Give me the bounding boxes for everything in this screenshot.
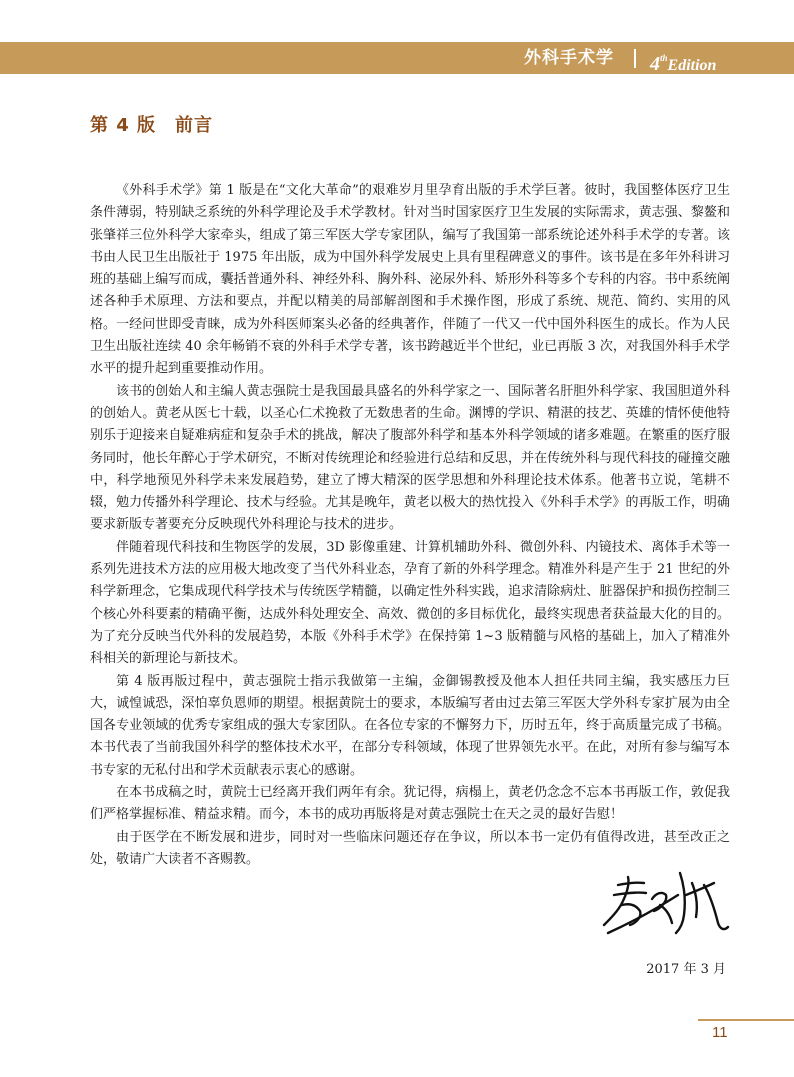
paragraph: 该书的创始人和主编人黄志强院士是我国最具盛名的外科学家之一、国际著名肝胆外科学家、我国胆道外科的创始人。黄老从医七十载，以圣心仁术挽救了无数患者的生命。渊博的学识、精湛的技艺、英雄的情怀使他特别乐于迎接来自疑难病症和复杂手术的挑战，解决了腹部外科学和基本外科学领域的诸多难题。在繁重的医疗服务同时，他长年醉心于学术研究，不断对传统理论和经验进行总结和反思，并在传统外科与现代科技的碰撞交融中，科学地预见外科学未来发展趋势，建立了博大精深的医学思想和外科理论技术体系。他著书立说，笔耕不辍，勉力传播外科学理论、技术与经验。尤其是晚年，黄老以极大的热忱投入《外科手术学》的再版工作，明确要求新版专著要充分反映现代外科理论与技术的进步。	[90, 383, 730, 533]
book-title: 外科手术学	[524, 48, 614, 68]
paragraph: 伴随着现代科技和生物医学的发展，3D 影像重建、计算机辅助外科、微创外科、内镜技术、离体手术等一系列先进技术方法的应用极大地改变了当代外科业态，孕育了新的外科学理念。精准外科是产生于 21 世纪的外科学新理念，它集成现代科学技术与传统医学精髓，以确定性外科实践，追求清除病灶、脏器保护和损伤控制三个核心外科要素的精确平衡，达成外科处理安全、高效、微创的多目标优化，最终实现患者获益最大化的目的。为了充分反映当代外科的发展趋势，本版《外科手术学》在保持第 1~3 版精髓与风格的基础上，加入了精准外科相关的新理论与新技术。	[90, 539, 730, 667]
handwritten-signature	[600, 865, 730, 940]
footer-rule	[698, 1019, 794, 1021]
edition-number: 4	[650, 53, 660, 75]
paragraph: 由于医学在不断发展和进步，同时对一些临床问题还存在争议，所以本书一定仍有值得改进，甚至改正之处，敬请广大读者不吝赐教。	[90, 829, 730, 867]
signature-date: 2017 年 3 月	[646, 962, 726, 977]
edition-word: Edition	[667, 57, 717, 74]
paragraph: 第 4 版再版过程中，黄志强院士指示我做第一主编，金御锡教授及他本人担任共同主编，我实感压力巨大，诚惶诚恐，深怕辜负恩师的期望。根据黄院士的要求，本版编写者由过去第三军医大学外科专家扩展为由全国各专业领域的优秀专家组成的强大专家团队。在各位专家的不懈努力下，历时五年，终于高质量完成了书稿。本书代表了当前我国外科学的整体技术水平，在部分专科领域，体现了世界领先水平。在此，对所有参与编写本书专家的无私付出和学术贡献表示衷心的感谢。	[90, 673, 730, 778]
edition-label	[650, 42, 716, 74]
header-separator	[634, 49, 636, 68]
page-number: 11	[712, 1024, 728, 1041]
header-band	[0, 42, 794, 74]
page-title: 第 4 版 前言	[90, 115, 214, 136]
edition-suffix: th	[660, 53, 668, 63]
paragraph: 在本书成稿之时，黄院士已经离开我们两年有余。犹记得，病榻上，黄老仍念念不忘本书再版工作，敦促我们严格掌握标准、精益求精。而今，本书的成功再版将是对黄志强院士在天之灵的最好告慰！	[90, 785, 730, 823]
paragraph: 《外科手术学》第 1 版是在“文化大革命”的艰难岁月里孕育出版的手术学巨著。彼时，我国整体医疗卫生条件薄弱，特别缺乏系统的外科学理论及手术学教材。针对当时国家医疗卫生发展的实际需求，黄志强、黎鳌和张肇祥三位外科学大家牵头，组成了第三军医大学专家团队，编写了我国第一部系统论述外科手术学的专著。该书由人民卫生出版社于 1975 年出版，成为中国外科学发展史上具有里程碑意义的事件。该书是在多年外科讲习班的基础上编写而成，囊括普通外科、神经外科、胸外科、泌尿外科、矫形外科等多个专科的内容。书中系统阐述各种手术原理、方法和要点，并配以精美的局部解剖图和手术操作图，形成了系统、规范、简约、实用的风格。一经问世即受青睐，成为外科医师案头必备的经典著作，伴随了一代又一代中国外科医生的成长。作为人民卫生出版社连续 40 余年畅销不衰的外科手术学专著，该书跨越近半个世纪，业已再版 3 次，对我国外科手术学水平的提升起到重要推动作用。	[90, 183, 730, 377]
preface-body	[90, 180, 730, 871]
